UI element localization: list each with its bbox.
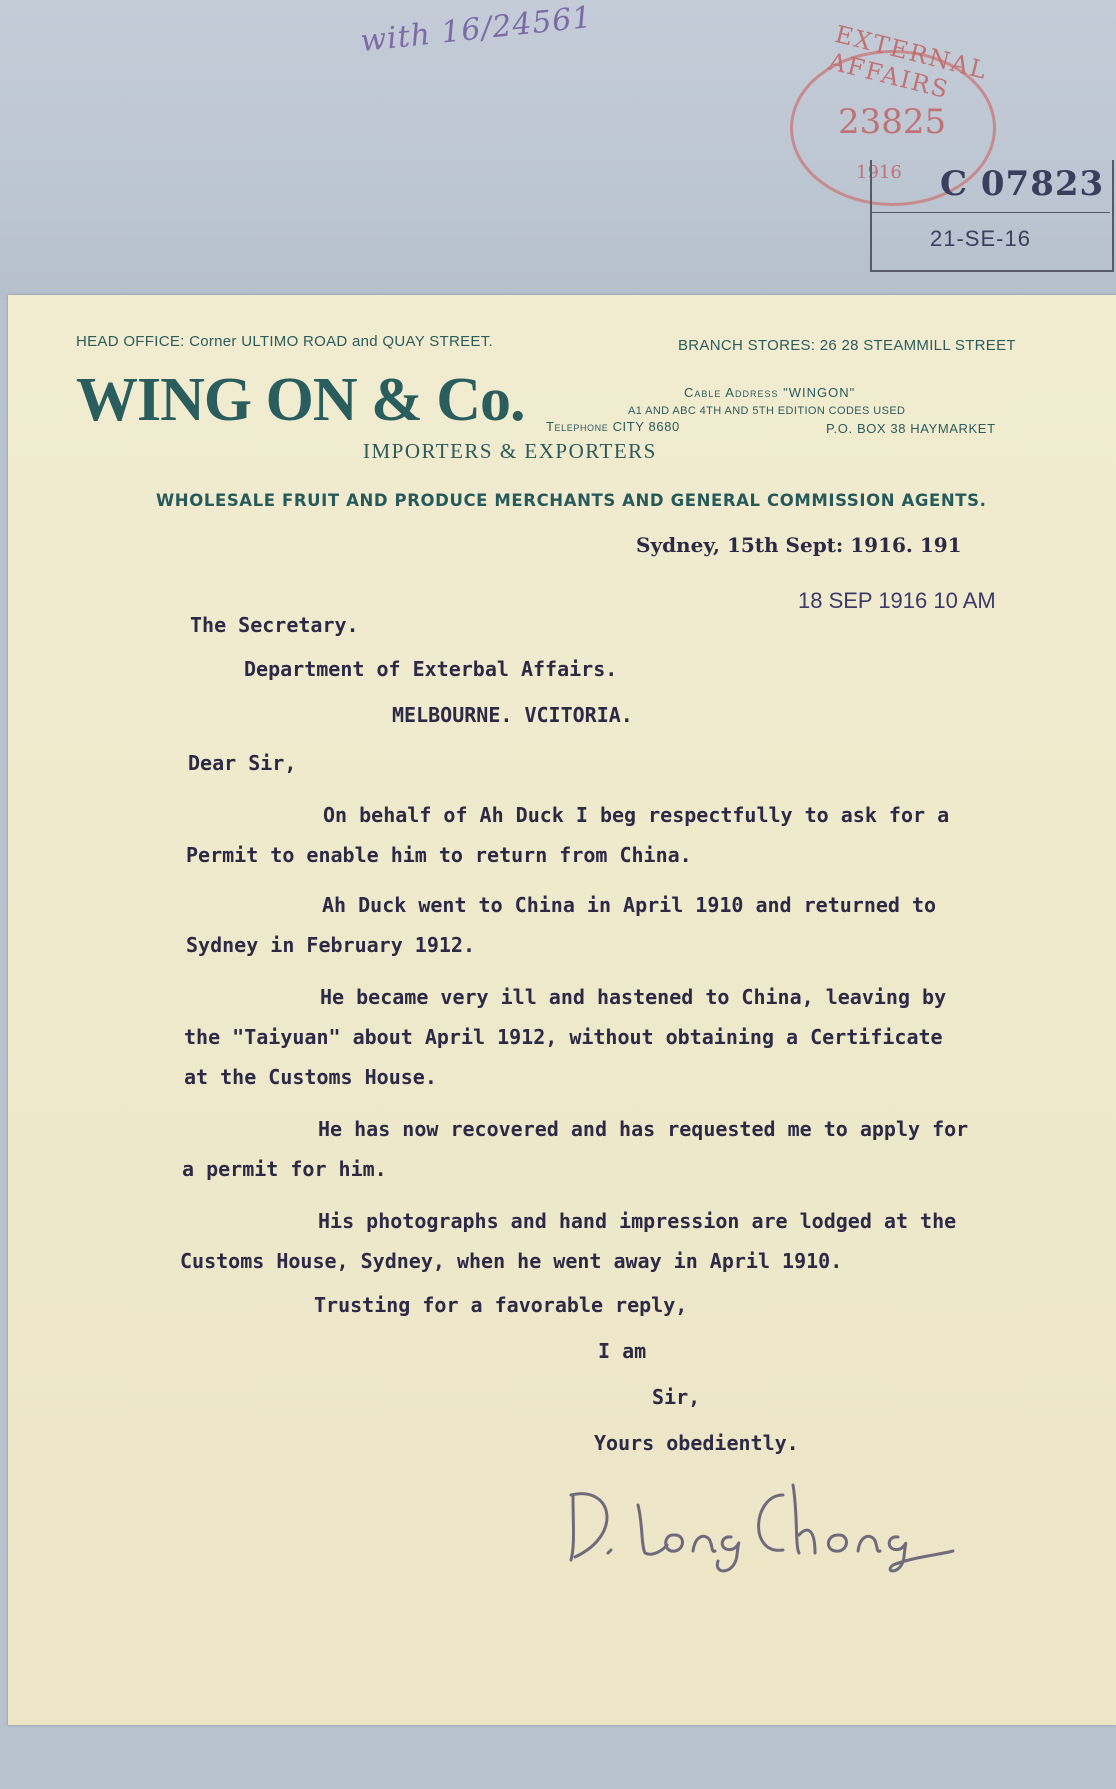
addressee-city: MELBOURNE. VCITORIA. xyxy=(392,703,633,727)
handwritten-signature xyxy=(553,1465,973,1575)
closing-i-am: I am xyxy=(598,1339,647,1363)
registry-number: C 07823 xyxy=(940,164,1105,204)
trade-description: WHOLESALE FRUIT AND PRODUCE MERCHANTS AND GENERAL COMMISSION AGENTS. xyxy=(156,491,987,510)
addressee-title: The Secretary. xyxy=(190,613,359,637)
telephone-number: Telephone CITY 8680 xyxy=(546,419,680,434)
closing-yours-obediently: Yours obediently. xyxy=(594,1431,799,1455)
place-and-date: Sydney, 15th Sept: 1916. 191 xyxy=(636,533,962,557)
paragraph-1-line-1: On behalf of Ah Duck I beg respectfully to ask for a xyxy=(323,803,950,827)
cable-address: Cable Address "WINGON" xyxy=(684,385,856,400)
received-date-stamp: 18 SEP 1916 10 AM xyxy=(798,588,996,613)
paragraph-4-line-1: He has now recovered and has requested me to apply for xyxy=(318,1117,969,1141)
paragraph-2-line-1: Ah Duck went to China in April 1910 and returned to xyxy=(322,893,937,917)
addressee-department: Department of Exterbal Affairs. xyxy=(244,657,618,681)
salutation: Dear Sir, xyxy=(188,751,297,775)
po-box: P.O. BOX 38 HAYMARKET xyxy=(826,421,996,436)
paragraph-1-line-2: Permit to enable him to return from China. xyxy=(186,843,692,867)
paragraph-3-line-3: at the Customs House. xyxy=(184,1065,437,1089)
paragraph-3-line-1: He became very ill and hastened to China, leaving by xyxy=(320,985,947,1009)
importers-exporters-line: IMPORTERS & EXPORTERS xyxy=(363,439,657,463)
company-name: WING ON & Co. xyxy=(76,366,525,434)
codes-used: A1 AND ABC 4TH AND 5TH EDITION CODES USED xyxy=(628,405,906,417)
paragraph-5-line-2: Customs House, Sydney, when he went away in April 1910. xyxy=(180,1249,843,1273)
registry-stamp-area xyxy=(780,19,1116,280)
paragraph-2-line-2: Sydney in February 1912. xyxy=(186,933,475,957)
paragraph-4-line-2: a permit for him. xyxy=(182,1157,387,1181)
paragraph-5-line-1: His photographs and hand impression are lodged at the xyxy=(318,1209,957,1233)
handwritten-reference-note: with 16/24561 xyxy=(358,0,595,60)
closing-sir: Sir, xyxy=(652,1385,701,1409)
oval-stamp-number: 23825 xyxy=(838,102,947,142)
oval-stamp-year: 1916 xyxy=(856,162,902,183)
closing-sentence: Trusting for a favorable reply, xyxy=(314,1293,688,1317)
head-office-address: HEAD OFFICE: Corner ULTIMO ROAD and QUAY STREET. xyxy=(76,333,493,350)
letter-sheet xyxy=(8,295,1116,1725)
oval-stamp-text: EXTERNAL AFFAIRS xyxy=(825,19,991,105)
paragraph-3-line-2: the "Taiyuan" about April 1912, without obtaining a Certificate xyxy=(184,1025,943,1049)
branch-stores-address: BRANCH STORES: 26 28 STEAMMILL STREET xyxy=(678,337,1016,354)
registry-divider xyxy=(870,212,1110,213)
registry-date: 21-SE-16 xyxy=(930,226,1031,251)
